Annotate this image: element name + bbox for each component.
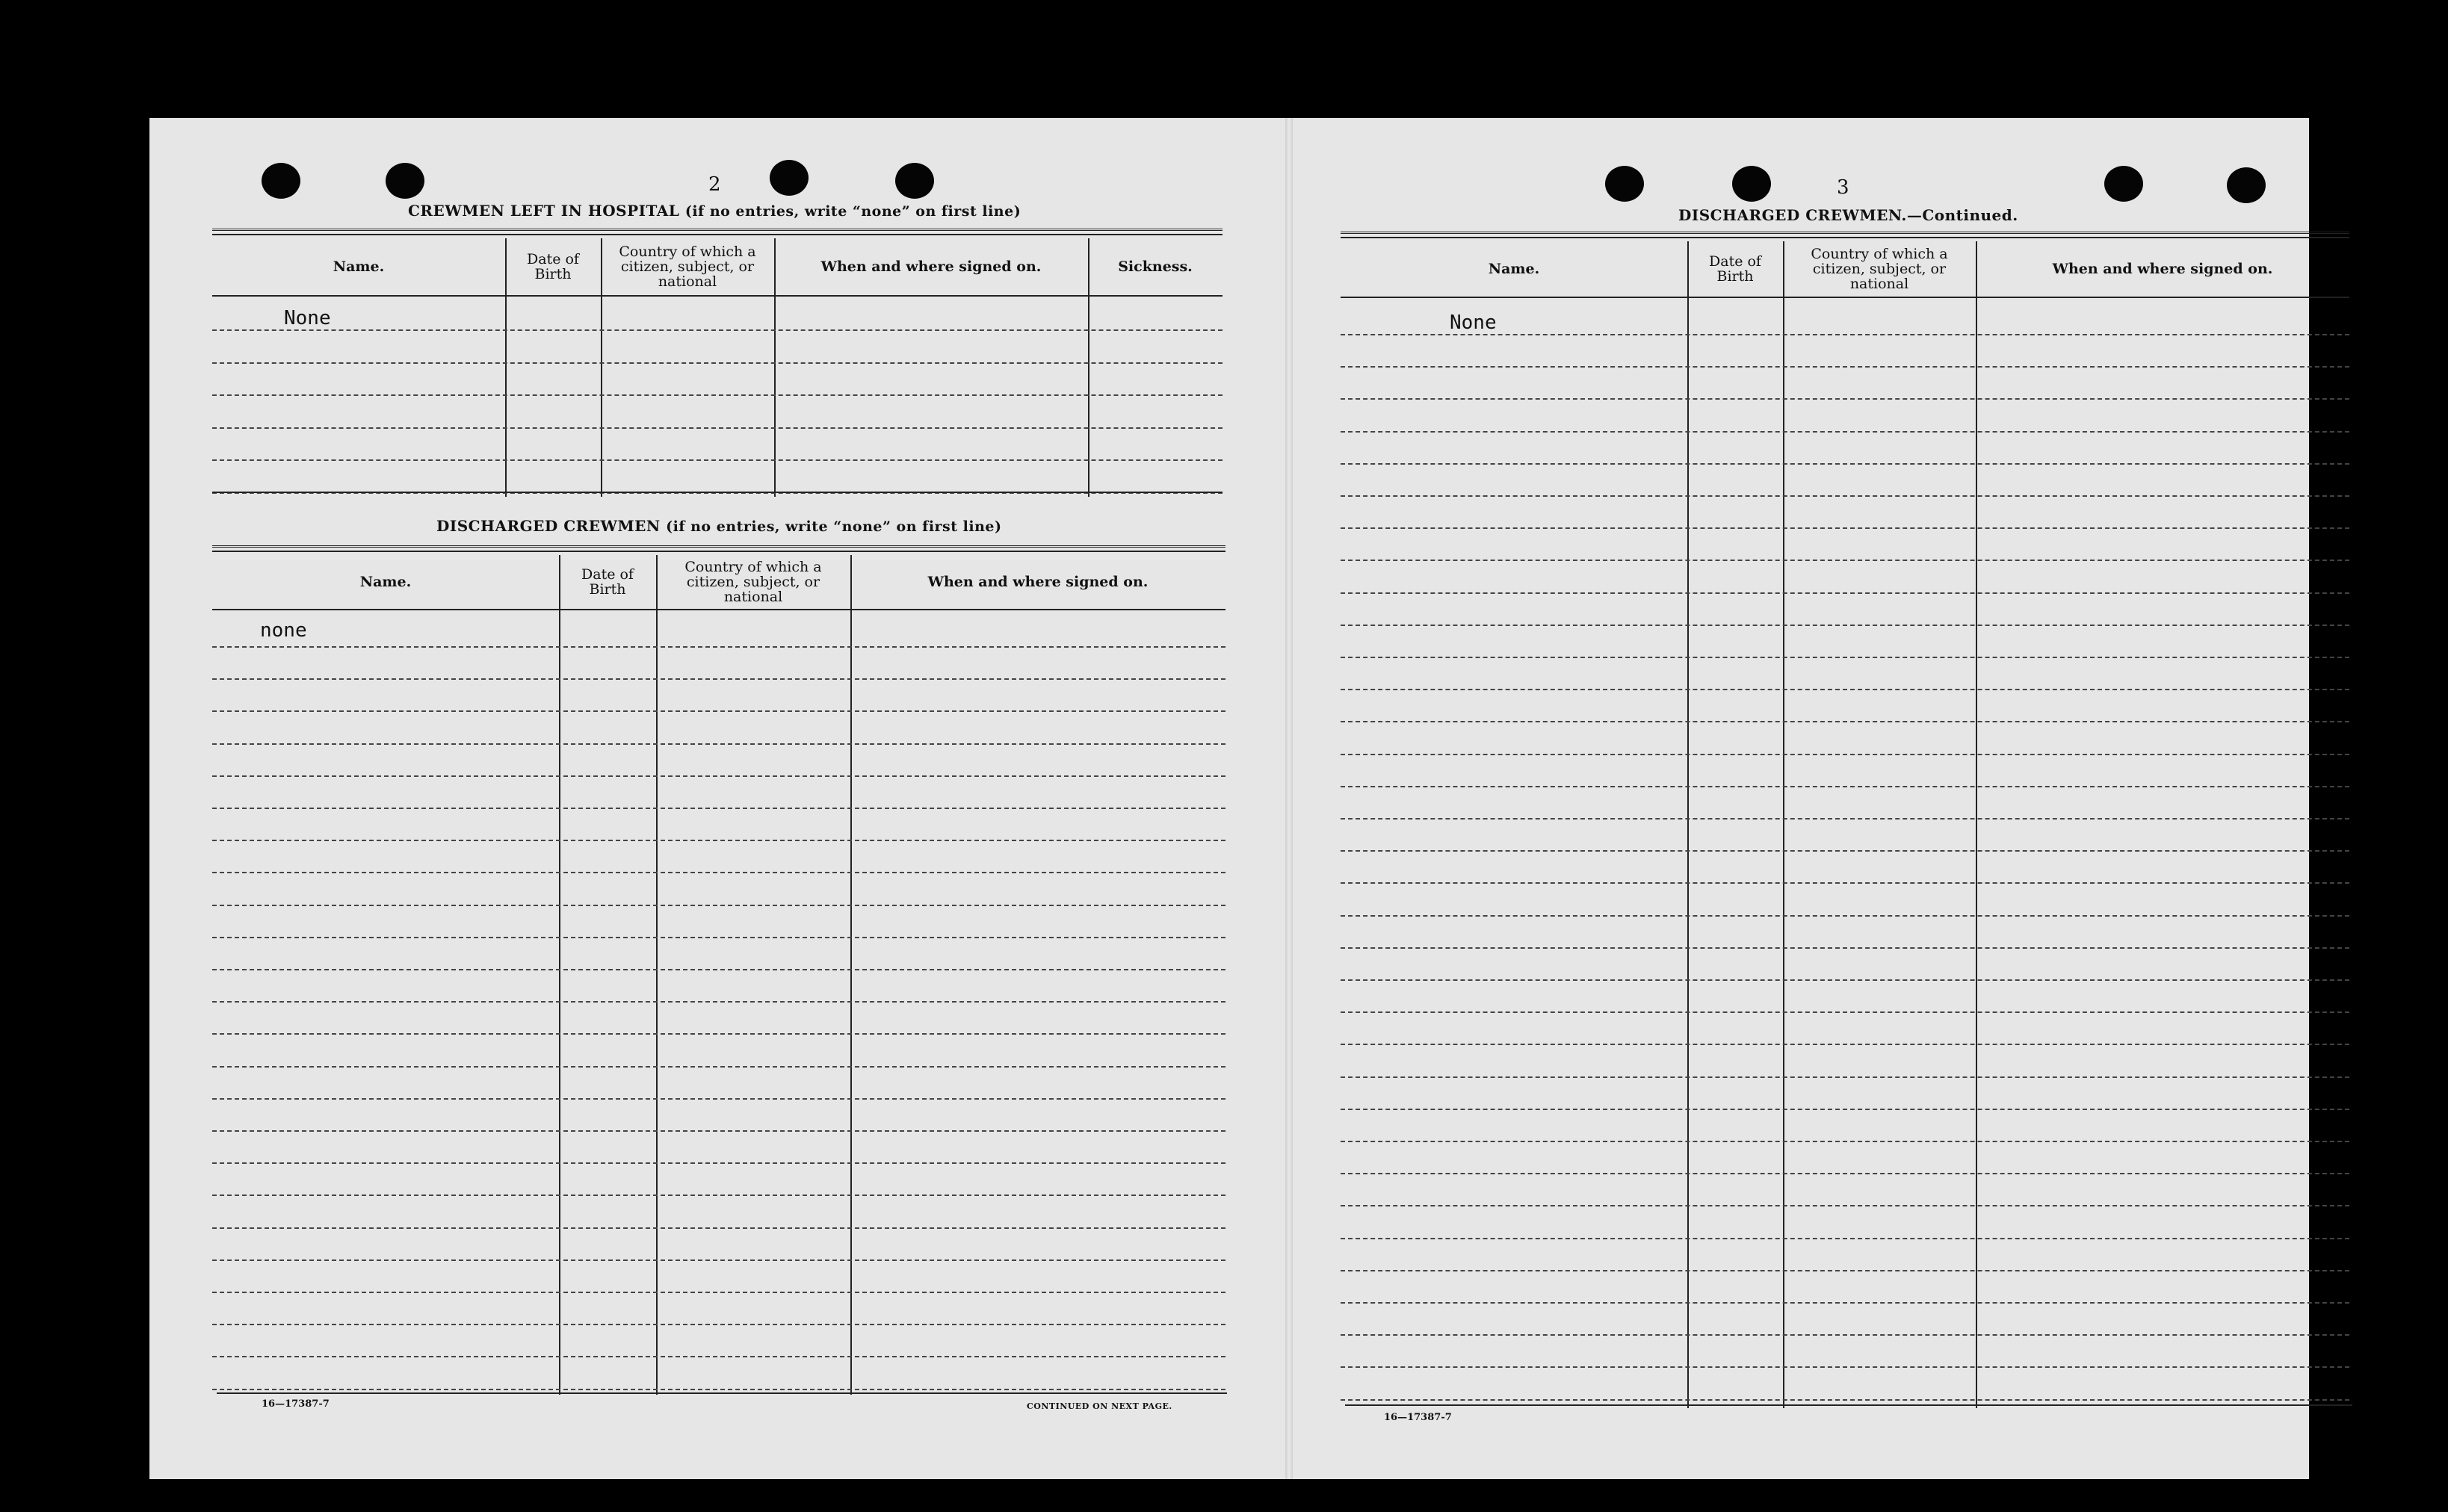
column-header-signed-on: When and where signed on. (2052, 261, 2273, 277)
hospital-section-title: CREWMEN LEFT IN HOSPITAL (if no entries, write “none” on first line) (408, 202, 1021, 220)
punch-hole (2104, 166, 2143, 202)
hospital-table-header (212, 238, 1223, 297)
table-row (212, 808, 1225, 809)
table-row (1341, 1011, 2349, 1013)
table-row (1341, 1044, 2349, 1045)
table-row (1341, 1076, 2349, 1078)
table-row (212, 427, 1223, 429)
table-row (1341, 850, 2349, 852)
table-row (1341, 625, 2349, 626)
table-row (212, 646, 1225, 648)
column-header-country: Country of which a citizen, subject, or national (1811, 246, 1948, 292)
table-row (212, 969, 1225, 970)
punch-hole (2227, 167, 2266, 203)
punch-hole (1605, 166, 1644, 202)
table-row (1341, 431, 2349, 433)
table-row (1341, 1302, 2349, 1304)
table-row (1341, 1173, 2349, 1174)
table-row (1341, 689, 2349, 690)
discharged-continued-table-header (1341, 241, 2349, 298)
table-row (212, 1066, 1225, 1068)
table-row (1341, 398, 2349, 400)
table-row (212, 743, 1225, 745)
table-row (212, 1195, 1225, 1196)
column-header-name: Name. (359, 574, 412, 590)
table-row (1341, 786, 2349, 787)
table-row (212, 872, 1225, 873)
page-number: 2 (708, 173, 721, 196)
discharged-table (212, 545, 1225, 1395)
continued-note: CONTINUED ON NEXT PAGE. (1027, 1401, 1172, 1411)
punch-hole (386, 163, 424, 199)
table-row (212, 937, 1225, 938)
column-header-date-of-birth: Date of Birth (527, 251, 579, 282)
table-row (212, 905, 1225, 906)
table-row (212, 775, 1225, 777)
punch-hole (895, 163, 934, 199)
discharged-continued-table (1341, 232, 2349, 1408)
table-row (1341, 592, 2349, 594)
table-row (212, 1389, 1225, 1390)
table-row (212, 1001, 1225, 1003)
table-row (212, 1033, 1225, 1035)
table-row (212, 459, 1223, 461)
form-number: 16—17387-7 (1384, 1412, 1452, 1423)
column-header-date-of-birth: Date of Birth (581, 566, 634, 598)
table-row (212, 362, 1223, 364)
table-row (212, 710, 1225, 712)
table-row (212, 1098, 1225, 1100)
discharged-continued-title: DISCHARGED CREWMEN.—Continued. (1678, 206, 2018, 224)
table-row (212, 1162, 1225, 1164)
table-row (212, 1292, 1225, 1293)
table-row (1341, 495, 2349, 497)
table-row (1341, 1238, 2349, 1239)
hospital-table (212, 229, 1223, 497)
table-row (1341, 754, 2349, 755)
table-row (1341, 366, 2349, 368)
table-row (1341, 1366, 2349, 1368)
page-fold (1285, 118, 1293, 1479)
table-row (212, 1356, 1225, 1357)
discharged-section-title: DISCHARGED CREWMEN (if no entries, write “none” on first line) (436, 517, 1002, 535)
column-header-signed-on: When and where signed on. (820, 258, 1042, 275)
table-row (1341, 721, 2349, 722)
punch-hole (770, 160, 809, 196)
form-number: 16—17387-7 (262, 1398, 330, 1410)
column-header-name: Name. (1488, 261, 1540, 277)
table-row (1341, 334, 2349, 335)
table-row (212, 1324, 1225, 1325)
table-row (1341, 527, 2349, 529)
table-row (212, 1130, 1225, 1132)
discharged-continued-first-entry: None (1450, 312, 1497, 334)
table-row (212, 329, 1223, 331)
column-header-sickness: Sickness. (1118, 258, 1193, 275)
hospital-first-entry: None (284, 307, 331, 329)
table-row (212, 840, 1225, 841)
table-row (1341, 1270, 2349, 1271)
column-header-country: Country of which a citizen, subject, or national (619, 244, 756, 290)
table-row (1341, 1399, 2349, 1401)
table-row (212, 678, 1225, 680)
table-row (1341, 1141, 2349, 1142)
page-number: 3 (1837, 176, 1849, 199)
table-row (1341, 560, 2349, 561)
table-row (1341, 979, 2349, 981)
column-header-date-of-birth: Date of Birth (1709, 253, 1761, 285)
table-row (1341, 463, 2349, 465)
discharged-table-header (212, 555, 1225, 610)
punch-hole (1732, 166, 1771, 202)
table-row (1341, 947, 2349, 949)
punch-hole (262, 163, 300, 199)
column-header-signed-on: When and where signed on. (927, 574, 1149, 590)
table-row (1341, 1205, 2349, 1206)
table-row (1341, 1109, 2349, 1110)
table-row (1341, 882, 2349, 884)
table-row (212, 1260, 1225, 1261)
table-row (212, 394, 1223, 396)
discharged-first-entry: none (260, 619, 307, 642)
column-header-country: Country of which a citizen, subject, or national (684, 559, 822, 605)
table-row (1341, 818, 2349, 819)
column-header-name: Name. (333, 258, 385, 275)
table-row (212, 1227, 1225, 1229)
table-row (1341, 915, 2349, 917)
table-row (1341, 1334, 2349, 1336)
table-row (1341, 657, 2349, 658)
